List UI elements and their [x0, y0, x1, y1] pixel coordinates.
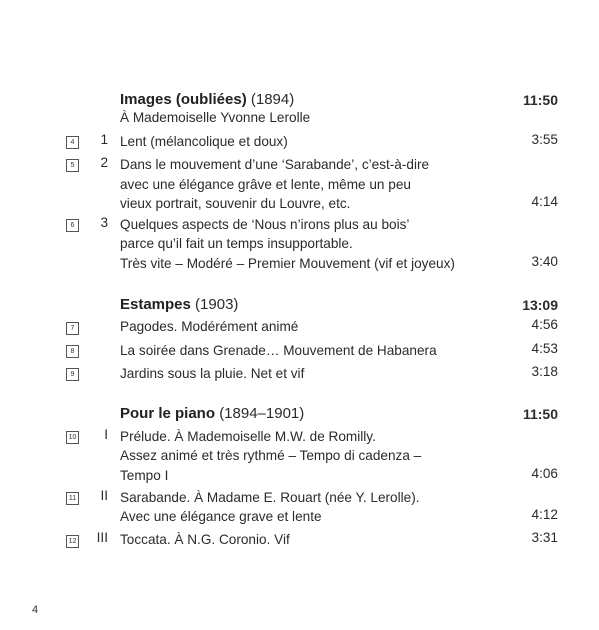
- track-duration: 4:12: [531, 507, 558, 522]
- track-title-line: Sarabande. À Madame E. Rouart (née Y. Lerolle).: [120, 490, 420, 505]
- track-number-box: 6: [66, 219, 79, 232]
- movement-number: 1: [100, 132, 108, 147]
- track-duration: 3:40: [531, 254, 558, 269]
- track-duration: 4:53: [531, 341, 558, 356]
- track-title-line: Lent (mélancolique et doux): [120, 134, 288, 149]
- track-title-line: Jardins sous la pluie. Net et vif: [120, 366, 305, 381]
- section-dedication: À Mademoiselle Yvonne Lerolle: [120, 110, 311, 125]
- track-number-box: 11: [66, 492, 79, 505]
- movement-number: 2: [100, 155, 108, 170]
- track-title-line: Pagodes. Modérément animé: [120, 319, 299, 334]
- track-title-line: Dans le mouvement d’une ‘Sarabande’, c’est-à-dire: [120, 157, 430, 172]
- section-title-text: Pour le piano: [120, 405, 216, 422]
- section-total-duration: 13:09: [522, 297, 558, 313]
- section-year: (1894–1901): [219, 405, 305, 422]
- track-title-line: parce qu’il fait un temps insupportable.: [120, 236, 353, 251]
- page-number: 4: [32, 604, 39, 616]
- section-year: (1903): [195, 296, 239, 313]
- section-title-text: Images (oubliées): [120, 91, 247, 108]
- track-title-line: vieux portrait, souvenir du Louvre, etc.: [120, 196, 351, 211]
- track-number-box: 10: [66, 431, 79, 444]
- track-number-box: 4: [66, 136, 79, 149]
- movement-number: III: [96, 530, 108, 545]
- section-total-duration: 11:50: [522, 92, 558, 108]
- track-duration: 3:55: [531, 132, 558, 147]
- track-title-line: Quelques aspects de ‘Nous n’irons plus au bois’: [120, 217, 410, 232]
- movement-number: II: [100, 488, 108, 503]
- track-title-line: Prélude. À Mademoiselle M.W. de Romilly.: [120, 429, 376, 444]
- section-title-images: [120, 91, 294, 108]
- movement-number: 3: [100, 215, 108, 230]
- track-duration: 4:56: [531, 317, 558, 332]
- track-title-line: Tempo I: [120, 468, 169, 483]
- track-duration: 4:14: [531, 194, 558, 209]
- section-year: (1894): [250, 91, 295, 108]
- section-title-estampes: [120, 296, 238, 313]
- section-total-duration: 11:50: [522, 406, 558, 422]
- movement-number: I: [104, 427, 108, 442]
- section-title-text: Estampes: [120, 296, 191, 313]
- track-duration: 3:18: [531, 364, 558, 379]
- track-duration: 4:06: [531, 466, 558, 481]
- track-title-line: Avec une élégance grave et lente: [120, 509, 322, 524]
- track-number-box: 7: [66, 322, 79, 335]
- track-number-box: 12: [66, 535, 79, 548]
- track-number-box: 8: [66, 345, 79, 358]
- track-number-box: 9: [66, 368, 79, 381]
- track-title-line: Toccata. À N.G. Coronio. Vif: [120, 532, 290, 547]
- track-title-line: Assez animé et très rythmé – Tempo di cadenza –: [120, 448, 422, 463]
- track-duration: 3:31: [531, 530, 558, 545]
- track-number-box: 5: [66, 159, 79, 172]
- track-title-line: Très vite – Modéré – Premier Mouvement (vif et joyeux): [120, 256, 455, 271]
- track-title-line: La soirée dans Grenade… Mouvement de Habanera: [120, 343, 437, 358]
- section-title-pour-le-piano: [120, 405, 304, 422]
- track-title-line: avec une élégance grâve et lente, même un peu: [120, 177, 411, 192]
